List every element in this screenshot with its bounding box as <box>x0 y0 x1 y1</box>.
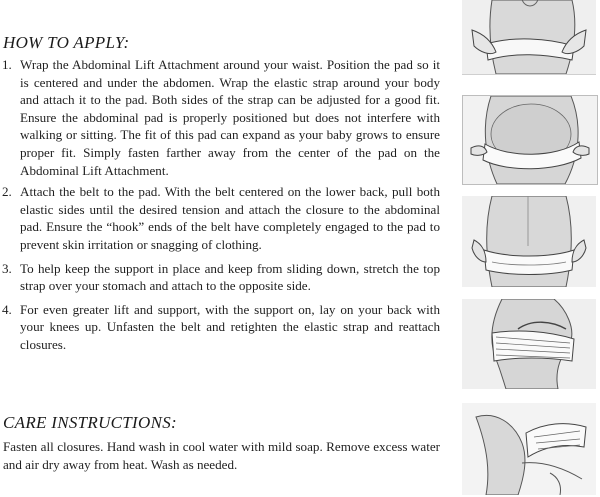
step-number: 3. <box>2 260 12 276</box>
figure-lying-adjust-icon <box>462 403 596 495</box>
step-text: Wrap the Abdominal Lift Attachment around your waist. Position the pad so it is centered and under the abdomen. Wrap the elastic strap around your body and attach it to the pad. Both sides of the strap can be adjusted for a good fit. Ensure the abdominal pad is properly positioned but does not interfere with walking or sitting. The fit of this pad can expand as your baby grows to ensure proper fit. Simply fasten farther away from the center of the pad on the Abdominal Lift Attachment. <box>20 57 440 178</box>
figure-belt-back-drawing <box>462 196 596 287</box>
instruction-step <box>0 183 440 253</box>
instruction-step <box>0 301 440 354</box>
care-instructions-heading: CARE INSTRUCTIONS: <box>3 413 177 432</box>
step-number: 2. <box>2 184 12 200</box>
step-number: 1. <box>2 57 12 72</box>
care-instructions-text: Fasten all closures. Hand wash in cool water with mild soap. Remove excess water and air dry away from heat. Wash as needed. <box>3 439 440 472</box>
instructions-list <box>0 56 440 354</box>
figure-top-strap-side-icon <box>462 299 596 389</box>
step-number: 4. <box>2 301 12 317</box>
figure-wrap-pad-drawing <box>462 0 596 74</box>
step-text: Attach the belt to the pad. With the belt centered on the lower back, pull both elastic sides until the desired tension and attach the closure to the abdominal pad. Ensure the “hook” ends of the belt have completely engaged to the pad to prevent skin irritation or snagging of clothing. <box>20 184 440 252</box>
figure-top-strap-drawing <box>462 299 596 389</box>
step-text: To help keep the support in place and keep from sliding down, stretch the top strap over your stomach and attach to the opposite side. <box>20 260 440 294</box>
figure-belt-back-icon <box>462 196 596 287</box>
instruction-step <box>0 56 440 179</box>
figure-wrap-pad-icon <box>462 0 596 75</box>
figure-attach-belt-drawing <box>463 96 597 184</box>
figure-attach-belt-front-icon <box>462 95 598 185</box>
step-text: For even greater lift and support, with the support on, lay on your back with your knees up. Unfasten the belt and retighten the elastic strap and reattach closures. <box>20 301 440 352</box>
figure-lying-adjust-drawing <box>462 403 596 495</box>
how-to-apply-heading: HOW TO APPLY: <box>3 33 130 52</box>
instruction-step <box>0 260 440 295</box>
